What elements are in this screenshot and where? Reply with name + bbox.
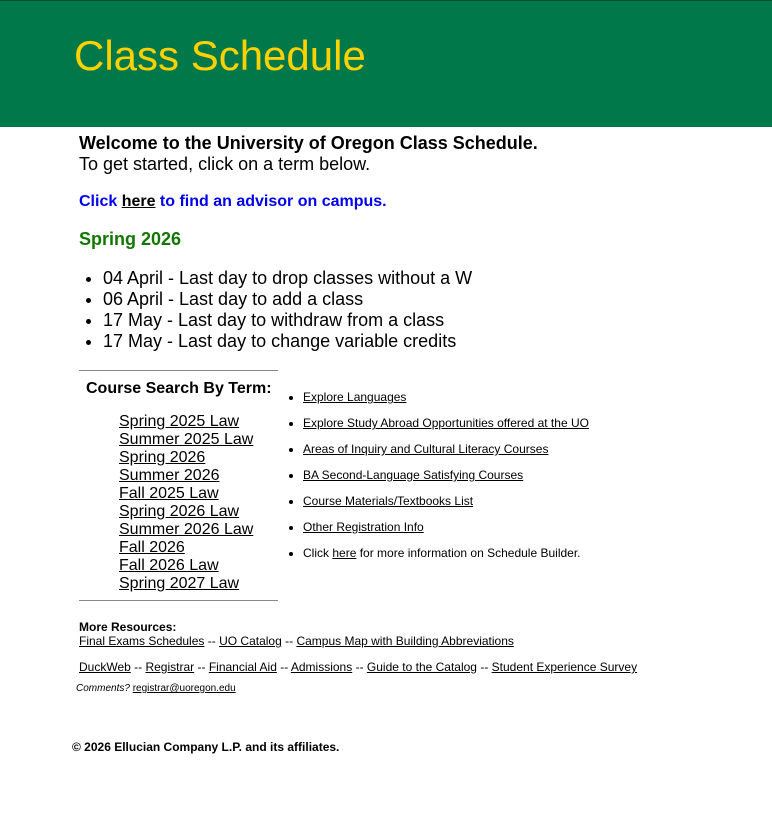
separator: -- [476,660,492,674]
advisor-line [79,192,387,211]
welcome-text: Welcome to the University of Oregon Class Schedule. [79,133,538,153]
info-link-item [303,389,772,406]
ba-second-language-link[interactable]: BA Second-Language Satisfying Courses [303,468,524,482]
final-exams-link[interactable]: Final Exams Schedules [79,634,205,648]
term-link[interactable]: Summer 2026 Law [119,521,254,538]
areas-of-inquiry-link[interactable]: Areas of Inquiry and Cultural Literacy Courses [303,442,549,456]
term-link[interactable]: Fall 2025 Law [119,485,219,502]
term-link[interactable]: Spring 2026 Law [119,503,240,520]
term-link[interactable]: Spring 2025 Law [119,413,240,430]
admissions-link[interactable]: Admissions [290,660,353,674]
advisor-prefix: Click [79,193,122,210]
schedule-builder-link[interactable]: here [332,546,357,560]
separator: -- [194,660,209,674]
uo-catalog-link[interactable]: UO Catalog [219,634,282,648]
copyright-text: © 2026 Ellucian Company L.P. and its affiliates. [72,740,340,754]
financial-aid-link[interactable]: Financial Aid [208,660,277,674]
registrar-link[interactable]: Registrar [145,660,195,674]
registration-info-link[interactable]: Other Registration Info [303,520,424,534]
duckweb-link[interactable]: DuckWeb [79,660,131,674]
textbooks-link[interactable]: Course Materials/Textbooks List [303,494,474,508]
separator: -- [281,634,297,648]
info-link-item [303,519,772,536]
schedule-builder-suffix: for more information on Schedule Builder. [356,546,581,560]
separator: -- [204,634,220,648]
term-link[interactable]: Spring 2026 [119,449,206,466]
term-list [119,413,253,593]
info-link-item [303,415,772,432]
separator: -- [130,660,146,674]
info-link-item [303,545,772,562]
term-link[interactable]: Spring 2027 Law [119,575,240,592]
course-search-panel [79,370,278,601]
more-resources-title: More Resources: [79,620,177,634]
separator: -- [276,660,291,674]
get-started-text: To get started, click on a term below. [79,154,371,174]
current-term-heading: Spring 2026 [79,229,182,249]
resources-row-1 [79,634,514,648]
survey-link[interactable]: Student Experience Survey [491,660,638,674]
info-link-item [303,441,772,458]
explore-languages-link[interactable]: Explore Languages [303,390,407,404]
term-link[interactable]: Fall 2026 [119,539,185,556]
resources-row-2 [79,660,637,674]
term-date-item: • 04 April - Last day to drop classes without a W [103,268,472,289]
info-links-list [287,389,772,571]
study-abroad-link[interactable]: Explore Study Abroad Opportunities offered at the UO [303,416,589,430]
page-title: Class Schedule [74,32,366,79]
info-link-item [303,467,772,484]
term-link[interactable]: Summer 2026 [119,467,220,484]
catalog-guide-link[interactable]: Guide to the Catalog [366,660,477,674]
advisor-link[interactable]: here [121,193,156,210]
campus-map-link[interactable]: Campus Map with Building Abbreviations [296,634,514,648]
term-date-item: • 06 April - Last day to add a class [103,289,472,310]
comments-line [76,683,236,695]
course-search-title: Course Search By Term: [86,380,272,397]
term-date-item: • 17 May - Last day to change variable credits [103,331,472,352]
info-link-item [303,493,772,510]
advisor-suffix: to find an advisor on campus. [155,193,387,210]
term-date-item: • 17 May - Last day to withdraw from a class [103,310,472,331]
term-link[interactable]: Summer 2025 Law [119,431,254,448]
term-link[interactable]: Fall 2026 Law [119,557,219,574]
registrar-email-link[interactable]: registrar@uoregon.edu [132,683,236,694]
page-header [0,0,772,127]
comments-label: Comments? [76,683,130,694]
schedule-builder-prefix: Click [303,546,333,560]
separator: -- [352,660,367,674]
term-dates-list [79,268,472,352]
